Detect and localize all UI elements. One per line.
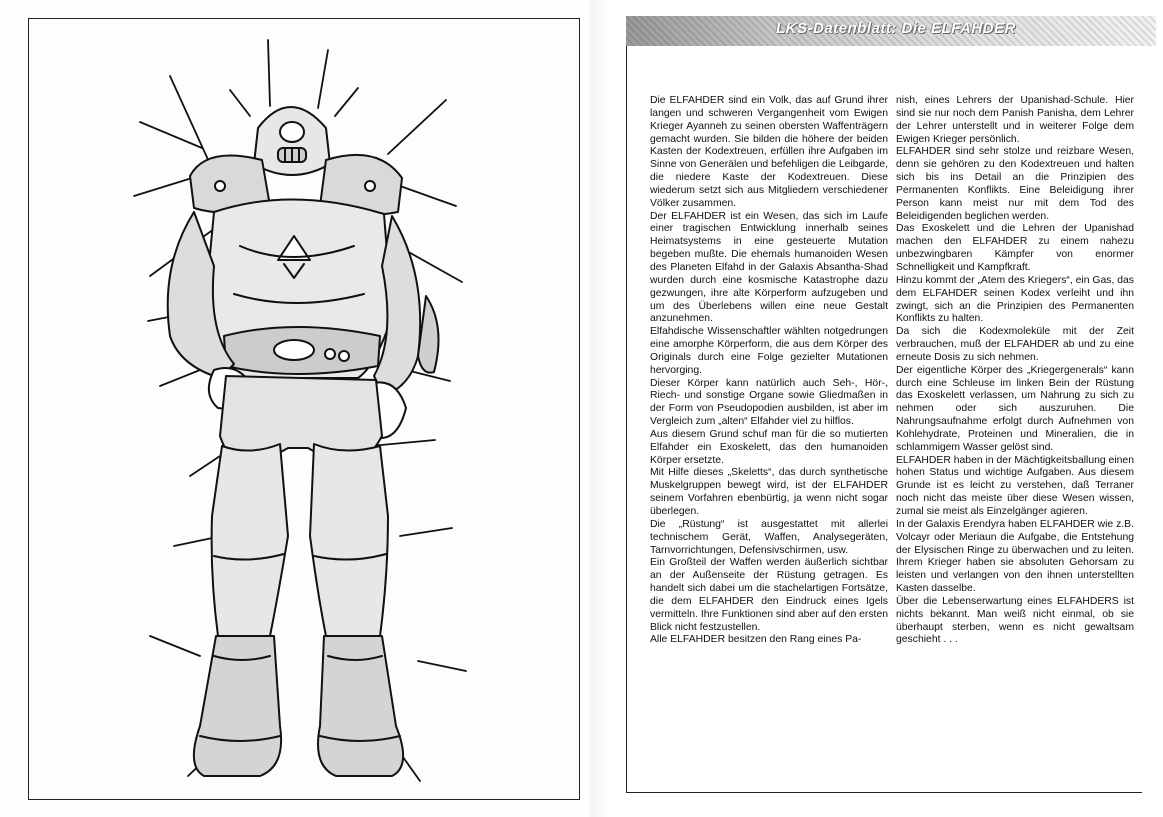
paragraph: ELFAHDER sind sehr stolze und reizbare Wesen, denn sie gehören zu den Kodextreuen und halten sich bis ins Detail an die Prinzipien des Permanenten Konflikts. Eine Beleidigung ihrer Person kann meist nur mit dem Tod des Beleidigenden beglichen werden.: [896, 146, 1134, 222]
paragraph: Die ELFAHDER sind ein Volk, das auf Grund ihrer langen und schweren Vergangenheit vom Ewigen Krieger Ayanneh zu seinen obersten Waffenträgern gemacht wurden. Sie bilden die höhere der beiden Kasten der Kodextreuen, erfüllen ihre Aufgaben im Sinne von Generälen und befehligen die Leibgarde, die niedere Kaste der Kodextreuen. Diese wiederum setzt sich aus Mitgliedern verschiedener Völker zusammen.: [650, 95, 888, 209]
text-column-left: [650, 95, 888, 647]
paragraph: In der Galaxis Erendyra haben ELFAHDER wie z.B. Volcayr oder Meriaun die Aufgabe, die Entstehung der Elysischen Ringe zu überwachen und zu leiten. Ihrem Krieger haben sie absoluten Gehorsam zu leisten und verlangen von den ihnen unterstellten Kasten dasselbe.: [896, 518, 1134, 595]
paragraph: Elfahdische Wissenschaftler wählten notgedrungen eine amorphe Körperform, die aus dem Körper des Originals durch eine Folge gezielter Mutationen hervorging.: [650, 326, 888, 376]
paragraph: Dieser Körper kann natürlich auch Seh-, Hör-, Riech- und sonstige Organe sowie Gliedmaßen in der Form von Pseudopodien ausbilden, ist aber im Vergleich zum „alten“ Elfahder viel zu hilflos.: [650, 377, 888, 428]
header-band: [626, 16, 1156, 46]
paragraph: Der eigentliche Körper des „Kriegergenerals“ kann durch eine Schleuse im linken Bein der Rüstung das Exoskelett verlassen, um Nahrung zu sich zu nehmen oder sich auszuruhen. Die Nahrungsaufnahme erfolgt durch Aufnehmen von Kohlehydrate, Proteinen und Mineralien, die in schlammigem Wasser gelöst sind.: [896, 364, 1134, 453]
alien-warrior-illustration: [130, 36, 470, 796]
page-gutter: [590, 0, 620, 817]
paragraph: Über die Lebenserwartung eines ELFAHDERS ist nichts bekannt. Man weiß nicht einmal, ob sie überhaupt sterben, wenn es nicht gewaltsam geschieht . . .: [896, 595, 1134, 646]
paragraph: Ein Großteil der Waffen werden äußerlich sichtbar an der Außenseite der Rüstung getragen. Es handelt sich dabei um die stachelartigen Fortsätze, die dem ELFAHDER den Eindruck eines Igels vermitteln. Ihre Funktionen sind aber auf den ersten Blick nicht festzustellen.: [650, 557, 888, 633]
paragraph: Mit Hilfe dieses „Skeletts“, das durch synthetische Muskelgruppen bewegt wird, ist der ELFAHDER seinem Vorfahren ebenbürtig, ja wenn nicht sogar überlegen.: [650, 467, 888, 517]
text-column-right: [896, 95, 1134, 647]
paragraph: Das Exoskelett und die Lehren der Upanishad machen den ELFAHDER zu einem nahezu unbezwingbaren Kämpfer von enormer Schnelligkeit und Kampfkraft.: [896, 223, 1134, 273]
paragraph: ELFAHDER haben in der Mächtigkeitsballung einen hohen Status und wichtige Aufgaben. Aus diesem Grunde ist es leicht zu verstehen, daß Terraner noch nicht das meiste über diese Wesen wissen, zumal sie meist als Einzelgänger agieren.: [896, 454, 1134, 517]
paragraph: Der ELFAHDER ist ein Wesen, das sich im Laufe einer tragischen Entwicklung innerhalb seines Heimatsystems in eine gesteuerte Mutation begeben mußte. Die ehemals humanoiden Wesen des Planeten Elfahd in der Galaxis Absantha-Shad wurden durch eine kosmische Katastrophe dazu gezwungen, ihre alte Körperform aufzugeben und um des Überlebens willen eine neue Gestalt anzunehmen.: [650, 210, 888, 325]
paragraph: Hinzu kommt der „Atem des Kriegers“, ein Gas, das dem ELFAHDER seinen Kodex verleiht und ihn zwingt, sich an die Prinzipien des Permanenten Konflikts zu halten.: [896, 274, 1134, 325]
datasheet-title: LKS-Datenblatt: Die ELFAHDER: [776, 20, 1016, 37]
paragraph: nish, eines Lehrers der Upanishad-Schule. Hier sind sie nur noch dem Panish Panisha, dem Lehrer der Lehrer unterstellt und in weiterer Folge dem Ewigen Krieger persönlich.: [896, 95, 1134, 145]
paragraph: Da sich die Kodexmoleküle mit der Zeit verbrauchen, muß der ELFAHDER ab und zu eine erneute Dosis zu sich nehmen.: [896, 326, 1134, 363]
paragraph: Alle ELFAHDER besitzen den Rang eines Pa-: [650, 634, 862, 646]
paragraph: Die „Rüstung“ ist ausgestattet mit allerlei technischem Gerät, Waffen, Analysegeräten, Tarnvorrichtungen, Defensivschirmen, usw.: [650, 518, 888, 556]
paragraph: Aus diesem Grund schuf man für die so mutierten Elfahder ein Exoskelett, das den humanoiden Körper ersetzte.: [650, 428, 888, 466]
